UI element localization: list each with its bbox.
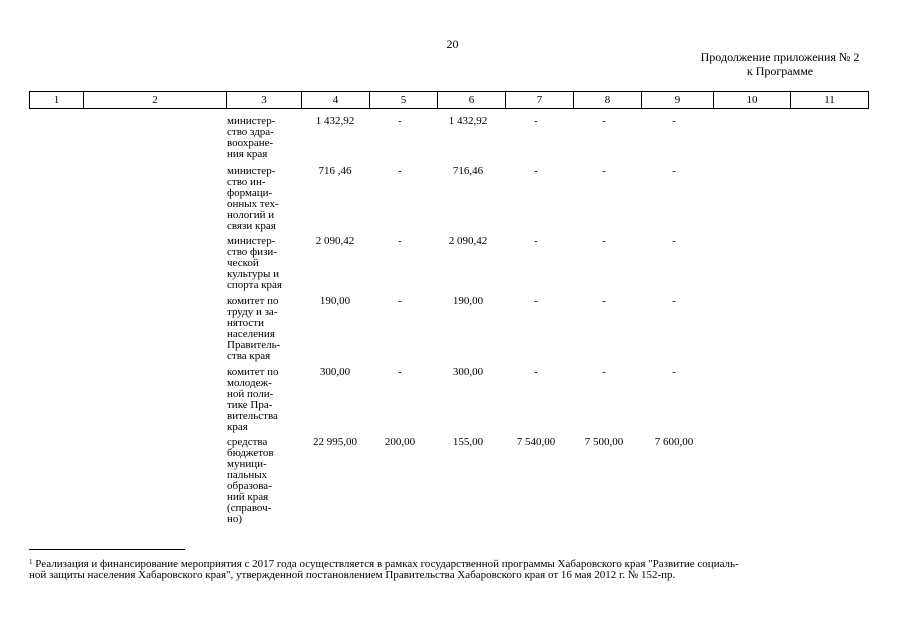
executor-text-line: вительства [227, 410, 278, 422]
executor-text-line: тике Пра- [227, 399, 273, 411]
column-header: 2 [84, 92, 227, 109]
column-header: 9 [642, 92, 714, 109]
column-header: 3 [227, 92, 302, 109]
amount-col-6: 155,00 [452, 436, 484, 448]
column-header: 11 [791, 92, 869, 109]
executor-cell [227, 437, 293, 525]
amount-total: 1 432,92 [315, 115, 355, 127]
amount-col-9: - [672, 235, 676, 247]
executor-text-line: воохране- [227, 137, 274, 149]
executor-text-line: образова- [227, 480, 272, 492]
executor-text-line: (справоч- [227, 502, 272, 514]
amount-col-8: 7 500,00 [584, 436, 624, 448]
executor-text-line: министер- [227, 165, 276, 177]
executor-text-line: ной поли- [227, 388, 274, 400]
footnote-separator [29, 549, 185, 550]
executor-text-line: ства края [227, 350, 271, 362]
amount-col-9: 7 600,00 [654, 436, 694, 448]
amount-col-8: - [602, 235, 606, 247]
amount-col-9: - [672, 366, 676, 378]
footnote-marker: 1 [29, 558, 33, 566]
amount-col-9: - [672, 295, 676, 307]
amount-col-8: - [602, 295, 606, 307]
executor-text-line: края [227, 421, 248, 433]
column-header: 4 [302, 92, 370, 109]
amount-col-5: - [398, 165, 402, 177]
executor-text-line: молодеж- [227, 377, 272, 389]
executor-text-line: ческой [227, 257, 259, 269]
executor-text-line: но) [227, 513, 243, 525]
executor-text-line: культуры и [227, 268, 279, 280]
executor-text-line: комитет по [227, 295, 279, 307]
executor-text-line: формаци- [227, 187, 273, 199]
amount-col-7: - [534, 115, 538, 127]
amount-total: 716 ,46 [318, 165, 352, 177]
amount-col-9: - [672, 165, 676, 177]
amount-col-9: - [672, 115, 676, 127]
executor-text-line: ство физи- [227, 246, 277, 258]
amount-col-5: - [398, 366, 402, 378]
executor-cell [227, 296, 293, 362]
amount-col-5: - [398, 115, 402, 127]
amount-col-8: - [602, 115, 606, 127]
column-number-header [29, 91, 869, 109]
executor-text-line: онных тех- [227, 198, 279, 210]
executor-text-line: ния края [227, 148, 268, 160]
executor-text-line: средства [227, 436, 268, 448]
executor-cell [227, 367, 293, 433]
executor-cell [227, 166, 293, 232]
column-header: 6 [438, 92, 506, 109]
footnote [29, 559, 879, 581]
amount-col-8: - [602, 165, 606, 177]
amount-col-7: - [534, 366, 538, 378]
continuation-line-2: к Программе [746, 64, 814, 78]
footnote-text: Реализация и финансирование мероприятия с 2017 года осуществляется в рамках государственной программы Хабаровского края "Развитие социаль- [32, 558, 739, 570]
amount-total: 190,00 [319, 295, 351, 307]
executor-text-line: министер- [227, 235, 276, 247]
amount-total: 2 090,42 [315, 235, 355, 247]
amount-total: 22 995,00 [313, 436, 357, 448]
executor-cell [227, 116, 293, 160]
amount-col-6: 190,00 [452, 295, 484, 307]
executor-text-line: нологий и [227, 209, 275, 221]
amount-col-7: - [534, 165, 538, 177]
executor-text-line: ство здра- [227, 126, 274, 138]
amount-col-7: - [534, 235, 538, 247]
executor-text-line: муници- [227, 458, 267, 470]
page-number: 20 [446, 37, 459, 51]
amount-col-6: 716,46 [452, 165, 484, 177]
amount-col-6: 2 090,42 [448, 235, 488, 247]
column-header: 10 [714, 92, 791, 109]
executor-text-line: нятости [227, 317, 264, 329]
column-header: 5 [370, 92, 438, 109]
amount-col-7: 7 540,00 [516, 436, 556, 448]
amount-col-6: 1 432,92 [448, 115, 488, 127]
executor-text-line: ний края [227, 491, 269, 503]
amount-total: 300,00 [319, 366, 351, 378]
executor-text-line: населения [227, 328, 275, 340]
executor-text-line: бюджетов [227, 447, 274, 459]
executor-text-line: пальных [227, 469, 268, 481]
amount-col-7: - [534, 295, 538, 307]
column-header: 7 [506, 92, 574, 109]
amount-col-6: 300,00 [452, 366, 484, 378]
executor-text-line: Правитель- [227, 339, 281, 351]
amount-col-8: - [602, 366, 606, 378]
amount-col-5: 200,00 [384, 436, 416, 448]
amount-col-5: - [398, 295, 402, 307]
amount-col-5: - [398, 235, 402, 247]
footnote-line-2: ной защиты населения Хабаровского края", утвержденной постановлением Правительства Хабаровского края от 16 мая 2012 г. № 152-пр. [29, 569, 676, 581]
executor-text-line: спорта края [227, 279, 282, 291]
executor-cell [227, 236, 293, 291]
executor-text-line: труду и за- [227, 306, 278, 318]
column-header: 1 [30, 92, 84, 109]
executor-text-line: ство ин- [227, 176, 266, 188]
continuation-caption [665, 50, 895, 78]
column-header: 8 [574, 92, 642, 109]
executor-text-line: связи края [227, 220, 276, 232]
executor-text-line: комитет по [227, 366, 279, 378]
executor-text-line: министер- [227, 115, 276, 127]
continuation-line-1: Продолжение приложения № 2 [700, 50, 860, 64]
